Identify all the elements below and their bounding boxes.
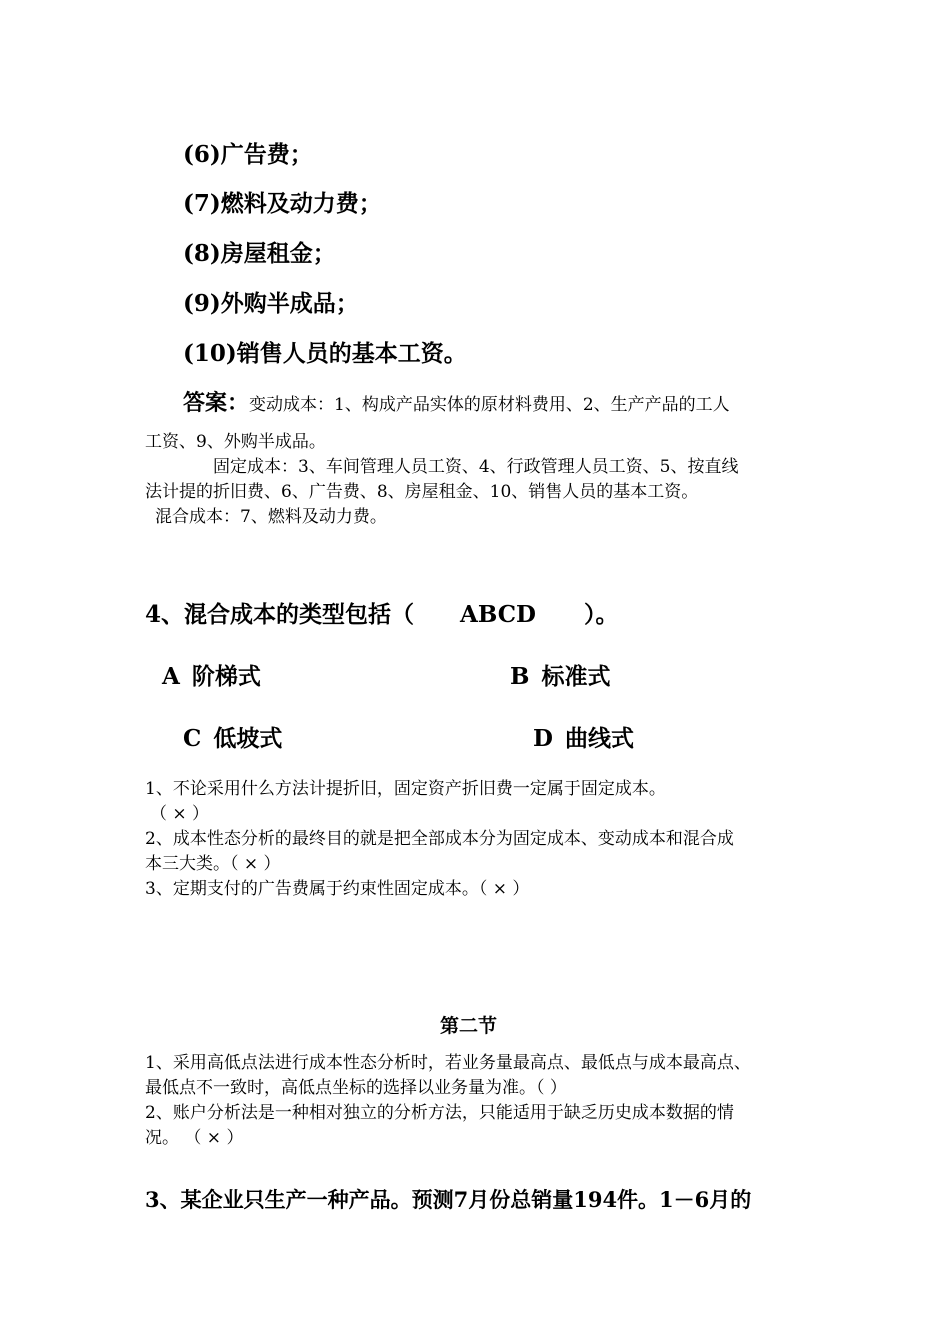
option-b: B 标准式 [510,663,611,690]
judgment-1-line1: 1、不论采用什么方法计提折旧，固定资产折旧费一定属于固定成本。 [145,779,666,799]
judgment-3-line1: 3、定期支付的广告费属于约束性固定成本。（ × ） [145,879,530,899]
section-2-item-1-line2: 最低点不一致时，高低点坐标的选择以业务量为准。（ ） [145,1078,567,1098]
section-2-item-2-line2: 况。 （ × ） [145,1128,244,1148]
question-4-answer: ABCD [460,601,536,628]
answer-variable-line1: 变动成本：1、构成产品实体的原材料费用、2、生产产品的工人 [249,395,730,415]
section-2-title: 第二节 [440,1015,498,1037]
answer-block [183,386,730,417]
answer-fixed-line1: 固定成本：3、车间管理人员工资、4、行政管理人员工资、5、按直线 [213,457,739,477]
answer-label: 答案： [183,390,250,416]
option-d: D 曲线式 [533,725,634,752]
list-item-6: (6)广告费； [183,141,313,168]
section-2-item-1-line1: 1、采用高低点法进行成本性态分析时，若业务量最高点、最低点与成本最高点、 [145,1053,751,1073]
option-a: A 阶梯式 [162,663,261,690]
judgment-1-line2: （ × ） [150,804,210,824]
section-2-item-2-line1: 2、账户分析法是一种相对独立的分析方法，只能适用于缺乏历史成本数据的情 [145,1103,734,1123]
answer-variable-line2: 工资、9、外购半成品。 [145,432,326,452]
list-item-10: (10)销售人员的基本工资。 [183,340,467,367]
question-4-prefix: 4、混合成本的类型包括（ [145,601,415,628]
question-4-suffix: ）。 [583,601,619,628]
answer-mixed-line: 混合成本：7、燃料及动力费。 [155,507,387,527]
question-4 [145,596,618,629]
answer-fixed-line2: 法计提的折旧费、6、广告费、8、房屋租金、10、销售人员的基本工资。 [145,482,699,502]
list-item-7: (7)燃料及动力费； [183,190,382,217]
option-c: C 低坡式 [183,725,283,752]
judgment-2-line2: 本三大类。（ × ） [145,854,281,874]
section-2-item-3-line1: 3、某企业只生产一种产品。预测7月份总销量194件。1－6月的 [145,1187,752,1212]
list-item-8: (8)房屋租金； [183,240,336,267]
judgment-2-line1: 2、成本性态分析的最终目的就是把全部成本分为固定成本、变动成本和混合成 [145,829,734,849]
list-item-9: (9)外购半成品； [183,290,359,317]
